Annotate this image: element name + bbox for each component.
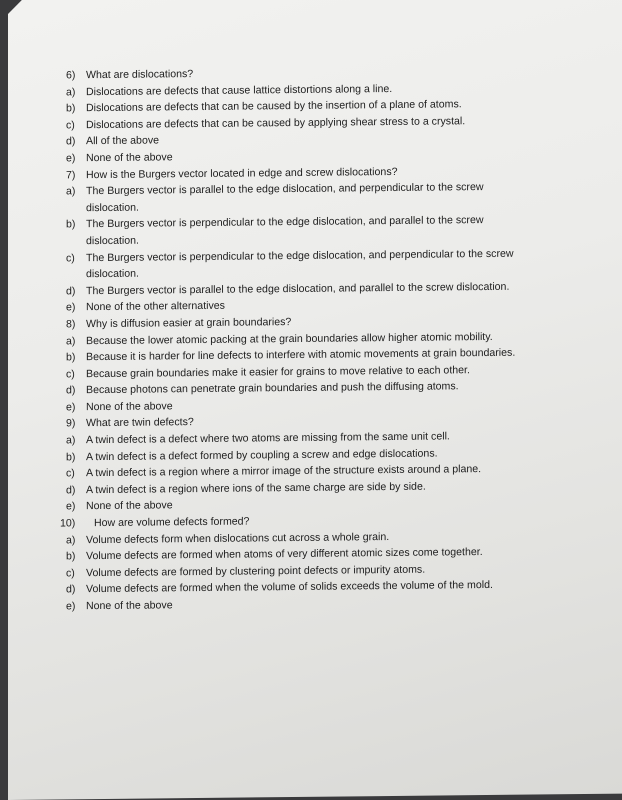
- option-letter: a): [66, 533, 76, 547]
- option-text-line: The Burgers vector is perpendicular to the edge dislocation, and perpendicular to the screw: [86, 247, 514, 264]
- question-text: How are volume defects formed?: [94, 515, 250, 530]
- option-b: [66, 211, 606, 250]
- question-text: How is the Burgers vector located in edge and screw dislocations?: [86, 165, 398, 181]
- option-text-line: None of the above: [86, 400, 173, 414]
- option-text-line: None of the above: [86, 499, 173, 513]
- option-text-line: Volume defects are formed when the volume of solids exceeds the volume of the mold.: [86, 579, 493, 596]
- option-text-line: Because it is harder for line defects to interfere with atomic movements at grain boundaries.: [86, 346, 516, 364]
- option-text-line: The Burgers vector is parallel to the edge dislocation, and perpendicular to the screw: [86, 181, 484, 198]
- option-text-line: Volume defects form when dislocations cut across a whole grain.: [86, 530, 390, 546]
- option-text-line: dislocation.: [86, 267, 139, 281]
- torn-corner: [8, 0, 22, 14]
- option-letter: b): [66, 102, 76, 115]
- option-letter: e): [66, 500, 76, 513]
- option-letter: b): [66, 550, 76, 563]
- question-number: 10): [60, 517, 76, 530]
- option-a: [66, 178, 606, 217]
- option-text-line: A twin defect is a region where ions of the same charge are side by side.: [86, 480, 426, 497]
- option-c: [66, 244, 606, 283]
- option-letter: b): [66, 450, 76, 464]
- option-text-line: Because photons can penetrate grain boundaries and push the diffusing atoms.: [86, 380, 459, 397]
- option-letter: c): [66, 567, 75, 580]
- option-letter: b): [66, 351, 76, 364]
- option-text-line: The Burgers vector is parallel to the edge dislocation, and parallel to the screw dislocation.: [86, 280, 510, 297]
- option-letter: e): [66, 301, 76, 314]
- option-letter: d): [66, 285, 76, 298]
- option-text-line: Dislocations are defects that cause lattice distortions along a line.: [86, 82, 393, 98]
- question-number: 9): [66, 417, 76, 430]
- option-letter: e): [66, 600, 76, 613]
- option-letter: a): [66, 85, 76, 98]
- option-text-line: Because the lower atomic packing at the grain boundaries allow higher atomic mobility.: [86, 330, 493, 347]
- option-letter: d): [66, 583, 76, 596]
- option-letter: d): [66, 384, 76, 397]
- option-letter: e): [66, 152, 76, 165]
- option-text-line: dislocation.: [86, 201, 139, 214]
- question-text: Why is diffusion easier at grain boundaries?: [86, 315, 292, 331]
- option-letter: a): [66, 434, 76, 447]
- option-letter: c): [66, 119, 75, 132]
- option-letter: d): [66, 135, 76, 148]
- option-letter: c): [66, 467, 75, 480]
- option-text-line: Volume defects are formed by clustering point defects or impurity atoms.: [86, 563, 426, 579]
- option-letter: c): [66, 367, 75, 381]
- option-letter: d): [66, 484, 76, 497]
- question-text: What are dislocations?: [86, 68, 194, 82]
- option-letter: a): [66, 185, 76, 198]
- option-letter: a): [66, 334, 76, 347]
- option-letter: c): [66, 251, 75, 264]
- option-text-line: The Burgers vector is perpendicular to the edge dislocation, and parallel to the screw: [86, 214, 484, 231]
- question-text: What are twin defects?: [86, 416, 194, 430]
- option-text-line: A twin defect is a region where a mirror image of the structure exists around a plane.: [86, 463, 482, 480]
- option-letter: b): [66, 218, 76, 231]
- option-text-line: None of the above: [86, 151, 173, 165]
- option-text-line: None of the other alternatives: [86, 300, 225, 314]
- option-text-line: dislocation.: [86, 234, 139, 248]
- option-text-line: All of the above: [86, 134, 160, 148]
- question-number: 7): [66, 168, 76, 181]
- option-text-line: Dislocations are defects that can be caused by the insertion of a plane of atoms.: [86, 98, 462, 115]
- option-text-line: None of the above: [86, 599, 173, 613]
- option-text-line: A twin defect is a defect formed by coupling a screw and edge dislocations.: [86, 447, 438, 463]
- option-text-line: Dislocations are defects that can be caused by applying shear stress to a crystal.: [86, 114, 466, 131]
- option-text-line: A twin defect is a defect where two atoms are missing from the same unit cell.: [86, 430, 450, 447]
- option-text-line: Volume defects are formed when atoms of very different atomic sizes come together.: [86, 546, 483, 563]
- paper-sheet: [8, 0, 622, 800]
- question-number: 8): [66, 318, 76, 331]
- option-letter: e): [66, 401, 76, 414]
- option-text-line: Because grain boundaries make it easier for grains to move relative to each other.: [86, 363, 470, 380]
- question-list: [60, 62, 606, 615]
- question-number: 6): [66, 69, 76, 82]
